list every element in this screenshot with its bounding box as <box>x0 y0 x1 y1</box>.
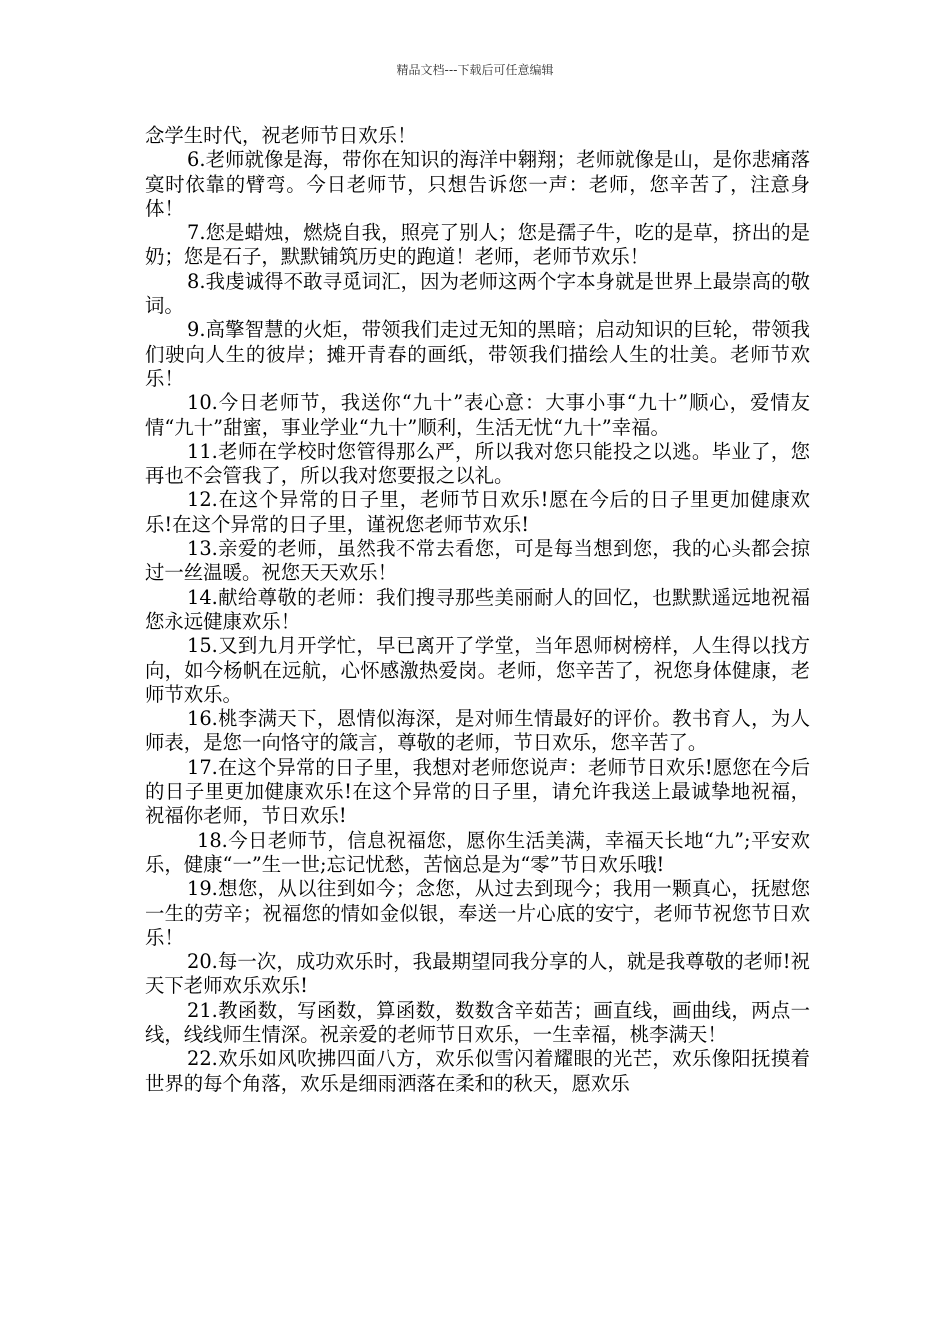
document-body <box>145 124 810 1096</box>
paragraph-7: 7.您是蜡烛，燃烧自我，照亮了别人；您是孺子牛，吃的是草，挤出的是奶；您是石子，默默铺筑历史的跑道！老师，老师节欢乐！ <box>145 221 810 269</box>
paragraph-11: 11.老师在学校时您管得那么严，所以我对您只能投之以逃。毕业了，您再也不会管我了，所以我对您要报之以礼。 <box>145 439 810 488</box>
paragraph-17: 17.在这个异常的日子里，我想对老师您说声：老师节日欢乐!愿您在今后的日子里更加健康欢乐!在这个异常的日子里，请允许我送上最诚挚地祝福，祝福你老师，节日欢乐! <box>145 755 810 828</box>
paragraph-22: 22.欢乐如风吹拂四面八方，欢乐似雪闪着耀眼的光芒，欢乐像阳抚摸着世界的每个角落，欢乐是细雨洒落在柔和的秋天，愿欢乐 <box>145 1047 810 1095</box>
paragraph-continuation: 念学生时代，祝老师节日欢乐！ <box>145 124 417 147</box>
paragraph-8: 8.我虔诚得不敢寻觅词汇，因为老师这两个字本身就是世界上最崇高的敬词。 <box>145 269 810 318</box>
paragraph-21: 21.教函数，写函数，算函数，数数含辛茹苦；画直线，画曲线，两点一线，线线师生情深。祝亲爱的老师节日欢乐，一生幸福，桃李满天！ <box>145 998 810 1046</box>
paragraph-20: 20.每一次，成功欢乐时，我最期望同我分享的人，就是我尊敬的老师!祝天下老师欢乐欢乐! <box>145 950 810 998</box>
paragraph-6: 6.老师就像是海，带你在知识的海洋中翱翔；老师就像是山，是你悲痛落寞时依靠的臂弯。今日老师节，只想告诉您一声：老师，您辛苦了，注意身体！ <box>145 148 810 220</box>
paragraph-19: 19.想您，从以往到如今；念您，从过去到现今；我用一颗真心，抚慰您一生的劳辛；祝福您的情如金似银，奉送一片心底的安宁，老师节祝您节日欢乐！ <box>145 877 810 949</box>
paragraph-12: 12.在这个异常的日子里，老师节日欢乐!愿在今后的日子里更加健康欢乐!在这个异常的日子里，谨祝您老师节欢乐! <box>145 488 810 536</box>
paragraph-16: 16.桃李满天下，恩情似海深，是对师生情最好的评价。教书育人，为人师表，是您一向恪守的箴言，尊敬的老师，节日欢乐，您辛苦了。 <box>145 707 810 755</box>
paragraph-10: 10.今日老师节，我送你“九十”表心意：大事小事“九十”顺心，爱情友情“九十”甜蜜，事业学业“九十”顺利，生活无忧“九十”幸福。 <box>145 391 810 439</box>
paragraph-9: 9.高擎智慧的火炬，带领我们走过无知的黑暗；启动知识的巨轮，带领我们驶向人生的彼岸；摊开青春的画纸，带领我们描绘人生的壮美。老师节欢乐！ <box>145 318 810 390</box>
paragraph-18: 18.今日老师节，信息祝福您，愿你生活美满，幸福天长地“九”;平安欢乐，健康“一”生一世;忘记忧愁，苦恼总是为“零”节日欢乐哦! <box>145 828 810 876</box>
page-header: 精品文档---下载后可任意编辑 <box>396 63 554 77</box>
paragraph-14: 14.献给尊敬的老师：我们搜寻那些美丽耐人的回忆，也默默遥远地祝福您永远健康欢乐！ <box>145 585 810 633</box>
paragraph-15: 15.又到九月开学忙，早已离开了学堂，当年恩师树榜样，人生得以找方向，如今杨帆在远航，心怀感激热爱岗。老师，您辛苦了，祝您身体健康，老师节欢乐。 <box>145 634 810 706</box>
paragraph-13: 13.亲爱的老师，虽然我不常去看您，可是每当想到您，我的心头都会掠过一丝温暖。祝您天天欢乐！ <box>145 537 810 585</box>
